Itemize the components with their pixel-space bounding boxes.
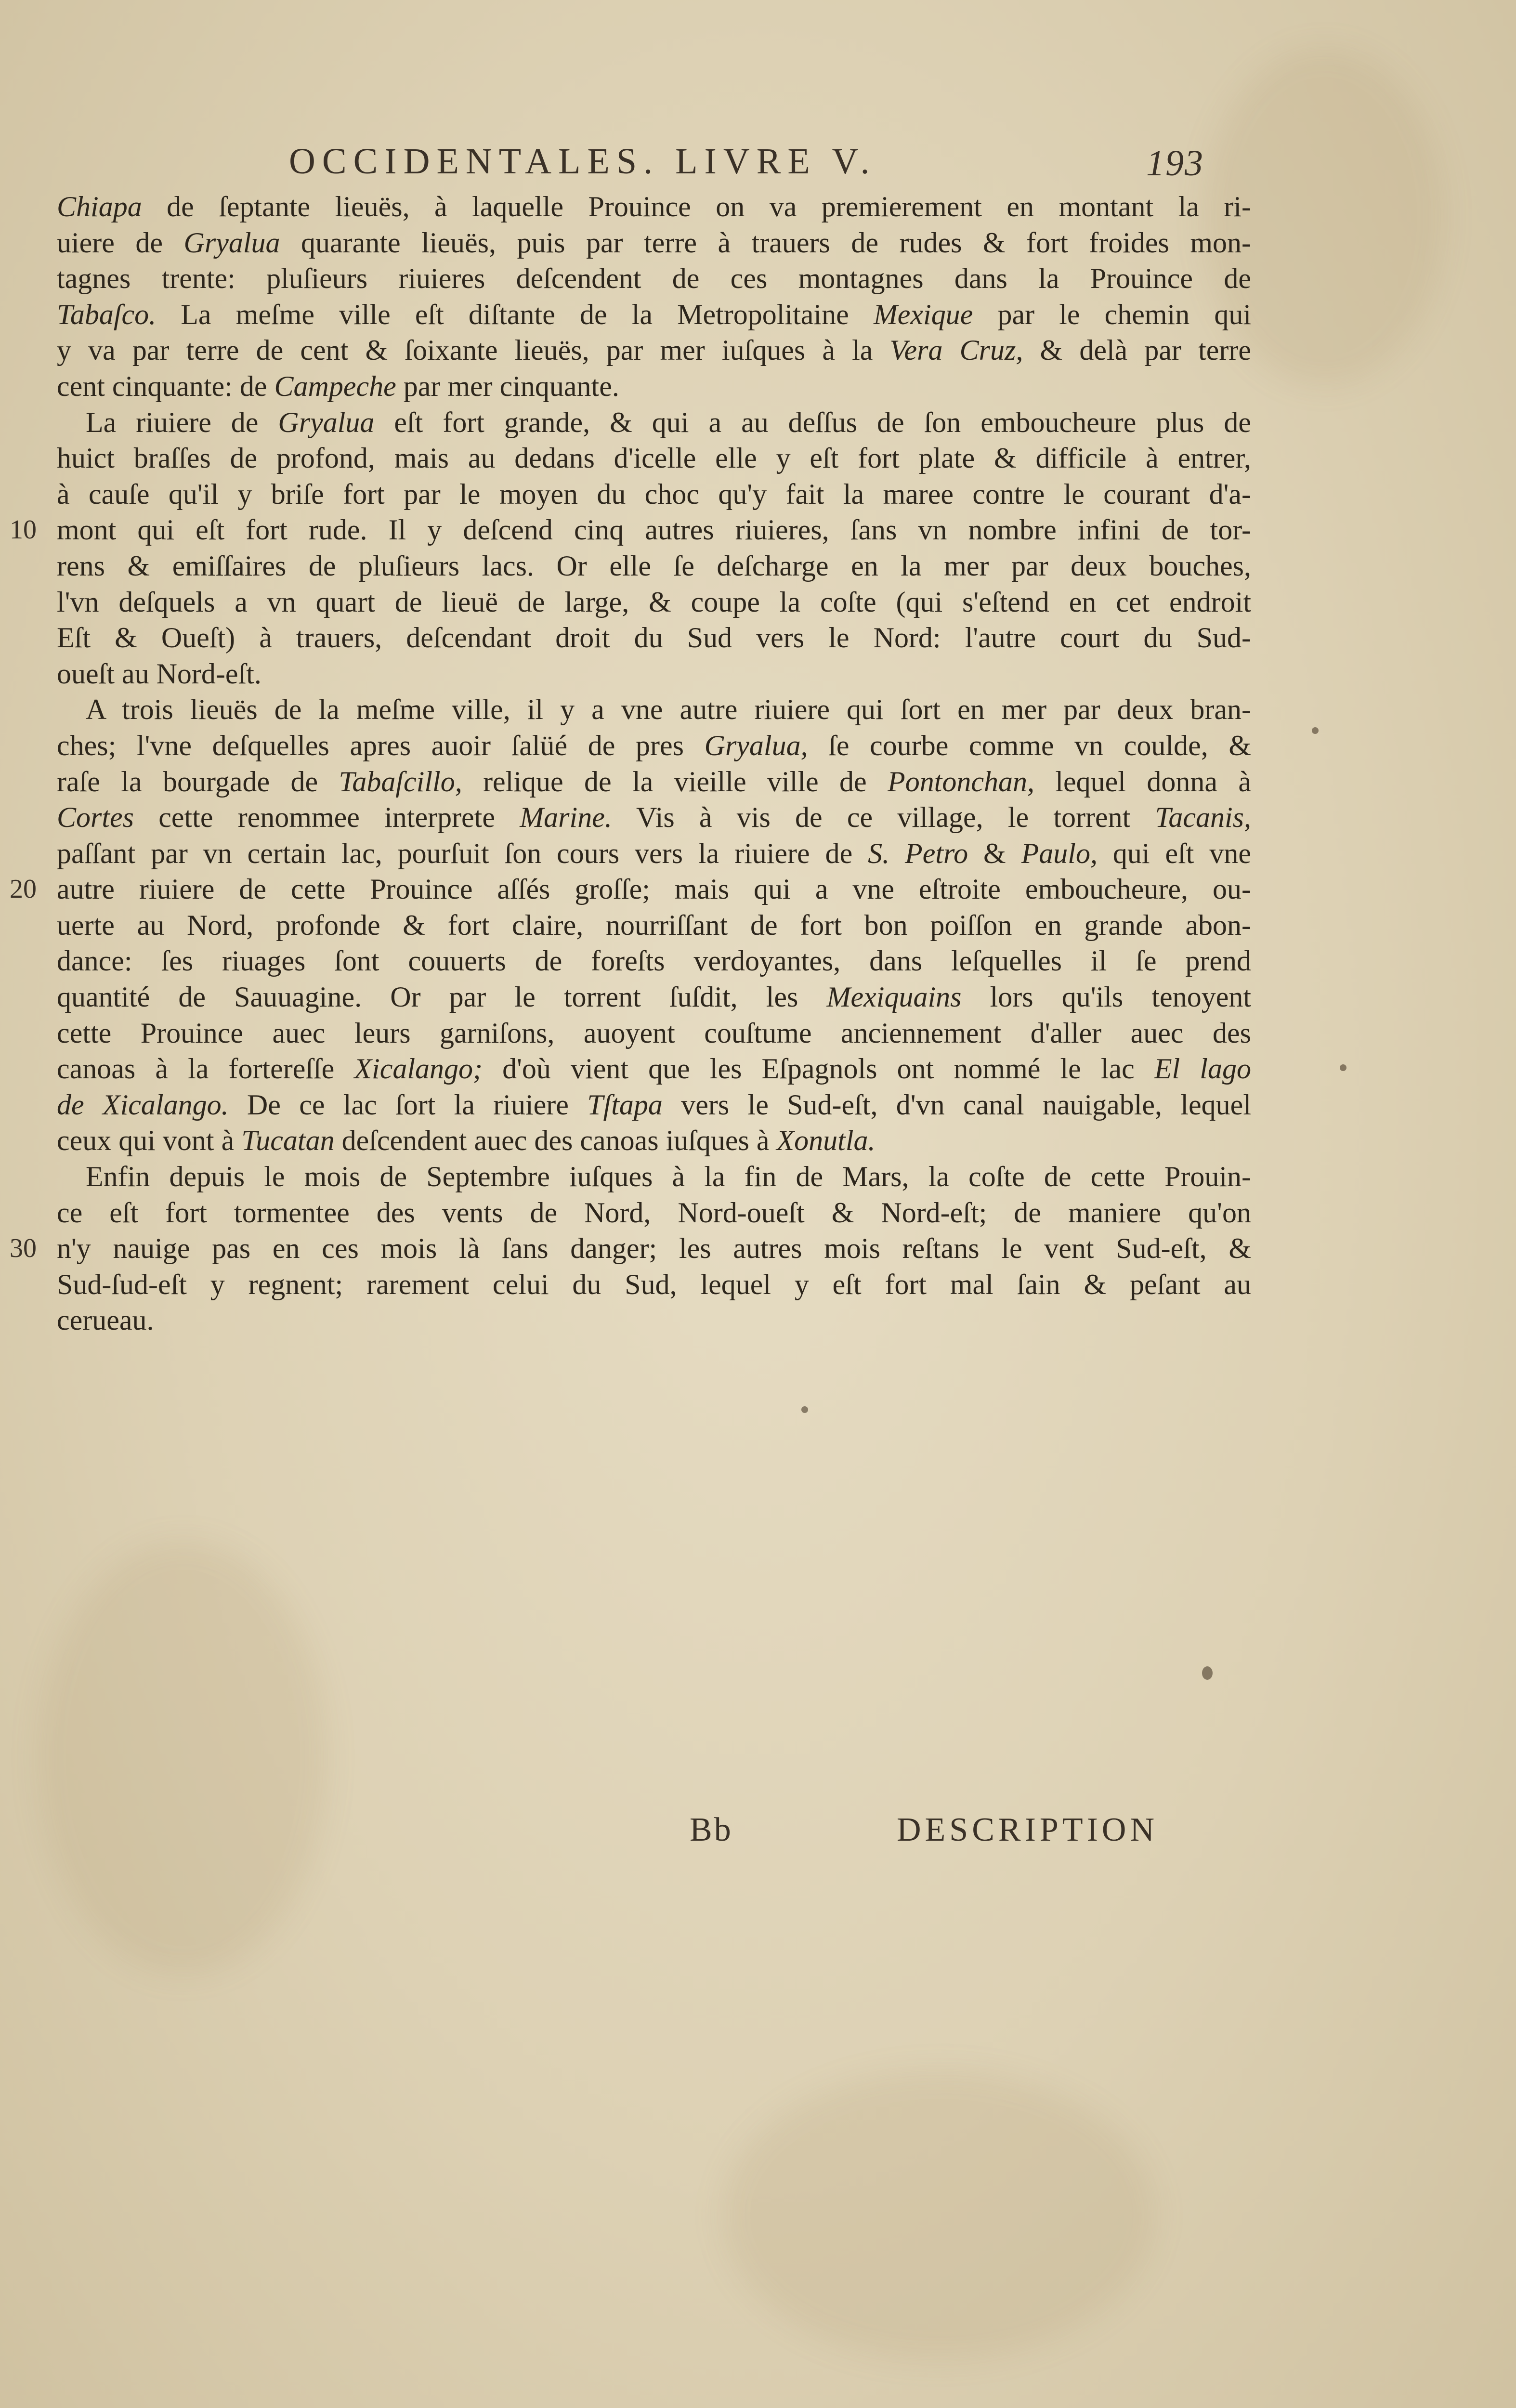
line-text: tagnes trente: pluſieurs riuieres deſcendent de ces montagnes dans la Prouince de <box>57 262 1251 295</box>
line-text: A trois lieuës de la meſme ville, il y a vne autre riuiere qui ſort en mer par deux bran- <box>86 694 1251 726</box>
paper-stain <box>39 1541 327 1975</box>
text-line <box>57 1195 1251 1231</box>
line-text: y va par terre de cent & ſoixante lieuës, par mer iuſques à la Vera Cruz, & delà par terre <box>57 334 1252 366</box>
signature-mark: Bb <box>690 1811 733 1848</box>
line-text: cent cinquante: de Campeche par mer cinquante. <box>57 370 619 402</box>
page-header <box>289 141 1204 184</box>
text-line <box>57 1015 1251 1051</box>
line-text: ceux qui vont à Tucatan deſcendent auec des canoas iuſques à Xonutla. <box>57 1125 876 1157</box>
line-text: à cauſe qu'il y briſe fort par le moyen du choc qu'y fait la maree contre le courant d'a- <box>57 478 1251 510</box>
text-line <box>57 799 1251 836</box>
line-text: l'vn deſquels a vn quart de lieuë de large, & coupe la coſte (qui s'eſtend en cet endroit <box>57 586 1251 618</box>
ink-speck <box>1202 1666 1213 1680</box>
text-line <box>57 1159 1251 1195</box>
line-text: de Xicalango. De ce lac ſort la riuiere Tſtapa vers le Sud-eſt, d'vn canal nauigable, lequel <box>57 1088 1251 1121</box>
text-line <box>57 1123 1251 1159</box>
line-text: Tabaſco. La meſme ville eſt diſtante de la Metropolitaine Mexique par le chemin qui <box>57 298 1251 330</box>
ink-speck <box>1312 727 1319 734</box>
line-text: paſſant par vn certain lac, pourſuit ſon cours vers la riuiere de S. Petro & Paulo, qui eſt vne <box>57 837 1251 869</box>
text-line <box>10 871 1251 907</box>
catchword: DESCRIPTION <box>897 1811 1159 1848</box>
text-line <box>57 368 1251 405</box>
text-line <box>57 261 1251 297</box>
text-line <box>57 440 1251 476</box>
line-text: ches; l'vne deſquelles apres auoir ſalüé de pres Gryalua, ſe courbe comme vn coulde, & <box>57 729 1252 761</box>
text-line <box>10 512 1251 548</box>
line-text: Chiapa de ſeptante lieuës, à laquelle Prouince on va premierement en montant la ri- <box>57 191 1251 222</box>
line-text: rens & emiſſaires de pluſieurs lacs. Or elle ſe deſcharge en la mer par deux bouches, <box>57 550 1251 582</box>
line-text: cette Prouince auec leurs garniſons, auoyent couſtume anciennement d'aller auec des <box>57 1017 1251 1049</box>
line-text: mont qui eſt fort rude. Il y deſcend cinq autres riuieres, ſans vn nombre infini de tor- <box>57 514 1251 546</box>
line-text: oueſt au Nord-eſt. <box>57 657 261 690</box>
text-line <box>57 907 1251 943</box>
text-line <box>57 584 1251 620</box>
line-text: ce eſt fort tormentee des vents de Nord, Nord-oueſt & Nord-eſt; de maniere qu'on <box>57 1196 1251 1229</box>
line-text: uerte au Nord, profonde & fort claire, nourriſſant de fort bon poiſſon en grande abon- <box>57 909 1251 941</box>
line-number: 20 <box>10 874 37 904</box>
text-line <box>57 1267 1251 1303</box>
ink-speck <box>1340 1064 1346 1071</box>
text-line <box>57 728 1251 764</box>
text-line <box>57 1087 1251 1123</box>
text-line <box>57 1302 1251 1338</box>
line-text: Cortes cette renommee interprete Marine. Vis à vis de ce village, le torrent Tacanis, <box>57 801 1251 834</box>
line-text: Sud-ſud-eſt y regnent; rarement celui du Sud, lequel y eſt fort mal ſain & peſant au <box>57 1268 1251 1300</box>
text-line <box>57 332 1251 368</box>
line-text: autre riuiere de cette Prouince aſſés groſſe; mais qui a vne eſtroite emboucheure, ou- <box>57 873 1251 905</box>
line-text: n'y nauige pas en ces mois là ſans danger; les autres mois reſtans le vent Sud-eſt, & <box>57 1232 1251 1265</box>
page-footer <box>0 1811 1516 1854</box>
line-text: La riuiere de Gryalua eſt fort grande, & qui a au deſſus de ſon emboucheure plus de <box>86 406 1252 438</box>
text-line <box>57 405 1251 441</box>
line-text: uiere de Gryalua quarante lieuës, puis par terre à trauers de rudes & fort froides mon- <box>57 226 1252 259</box>
body-text <box>10 189 1252 1338</box>
line-text: cerueau. <box>57 1304 154 1336</box>
text-line <box>57 764 1251 800</box>
text-line <box>57 189 1251 225</box>
text-line <box>57 692 1251 728</box>
line-text: quantité de Sauuagine. Or par le torrent ſuſdit, les Mexiquains lors qu'ils tenoyent <box>57 981 1251 1013</box>
line-text: Eſt & Oueſt) à trauers, deſcendant droit du Sud vers le Nord: l'autre court du Sud- <box>57 622 1251 654</box>
ink-speck <box>801 1406 808 1413</box>
line-text: dance: ſes riuages ſont couuerts de foreſts verdoyantes, dans leſquelles il ſe prend <box>57 945 1251 977</box>
line-number: 10 <box>10 515 37 545</box>
text-line <box>57 297 1251 333</box>
line-text: huict braſſes de profond, mais au dedans d'icelle elle y eſt fort plate & difficile à entrer, <box>57 442 1251 474</box>
line-text: Enfin depuis le mois de Septembre iuſques à la fin de Mars, la coſte de cette Prouin- <box>86 1161 1251 1193</box>
text-line <box>57 836 1251 872</box>
line-text: raſe la bourgade de Tabaſcillo, relique de la vieille ville de Pontonchan, lequel donna à <box>57 765 1251 798</box>
text-line <box>57 943 1251 979</box>
text-line <box>57 979 1251 1015</box>
text-line <box>57 476 1251 512</box>
line-number: 30 <box>10 1233 37 1264</box>
text-line <box>10 1230 1251 1267</box>
paper-stain <box>722 2071 1156 2360</box>
text-line <box>57 225 1251 261</box>
running-title: OCCIDENTALES. LIVRE V. <box>289 141 876 182</box>
text-line <box>57 620 1251 656</box>
line-text: canoas à la fortereſſe Xicalango; d'où vient que les Eſpagnols ont nommé le lac El lago <box>57 1053 1251 1085</box>
text-line <box>57 1051 1251 1087</box>
text-line <box>57 548 1251 584</box>
text-line <box>57 656 1251 692</box>
page-number: 193 <box>1146 143 1204 183</box>
